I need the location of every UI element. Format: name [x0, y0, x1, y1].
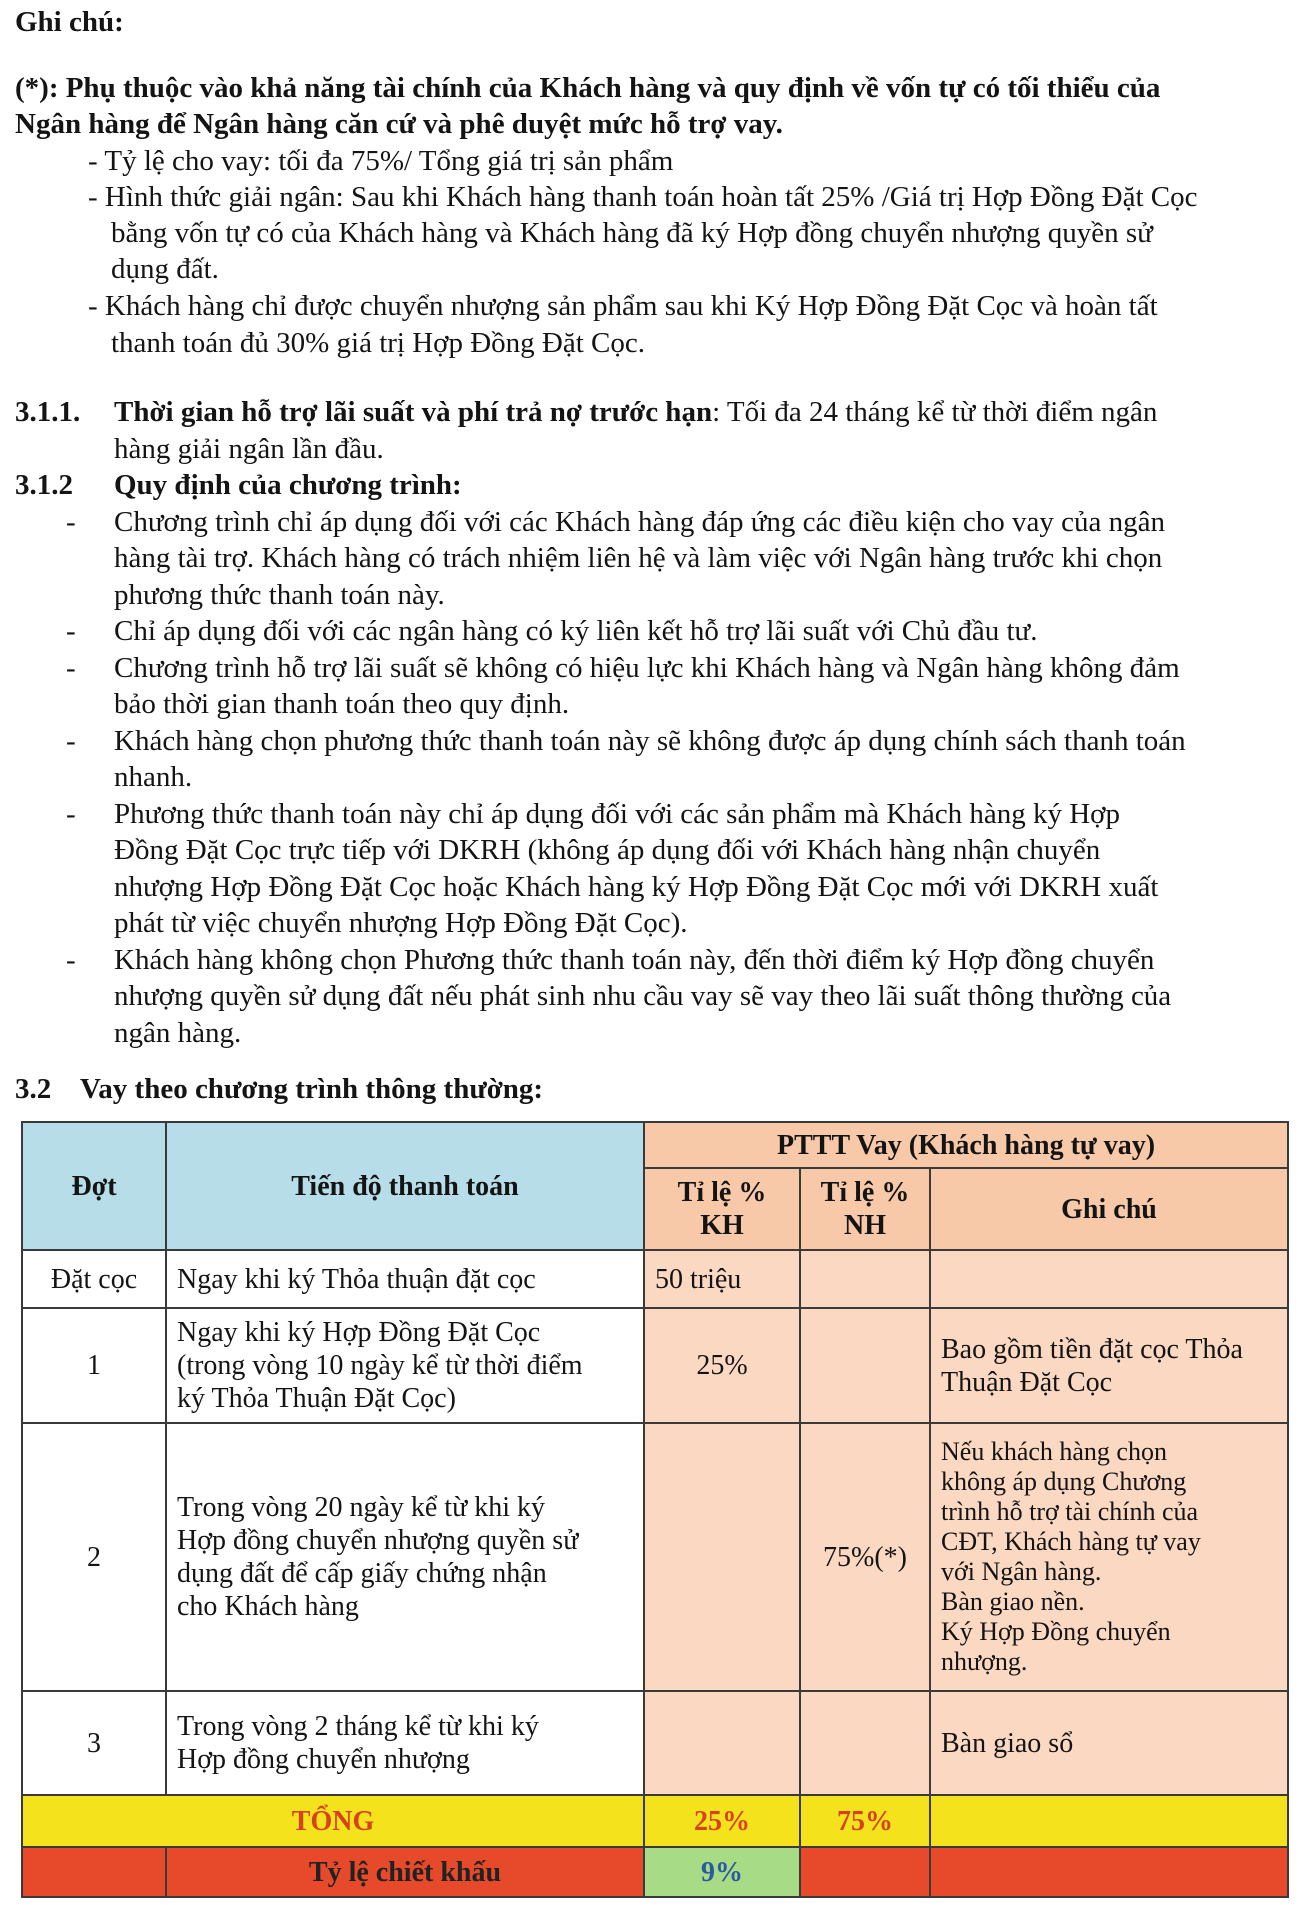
cell-line: trình hỗ trợ tài chính của — [941, 1497, 1199, 1526]
cell-line: Hợp đồng chuyển nhượng — [177, 1744, 470, 1775]
cell-line: Ngay khi ký Hợp Đồng Đặt Cọc — [177, 1317, 541, 1348]
discount-kh: 9% — [644, 1847, 800, 1897]
cell-tien-do: Ngay khi ký Thỏa thuận đặt cọc — [166, 1250, 644, 1308]
rule-line: Khách hàng không chọn Phương thức thanh toán này, đến thời điểm ký Hợp đồng chuyển — [114, 944, 1155, 976]
table-row — [22, 1691, 1288, 1795]
header-dot: Đợt — [22, 1122, 166, 1250]
section-312-title: Quy định của chương trình: — [114, 469, 462, 501]
header-nh-line-2: NH — [844, 1210, 886, 1241]
star-bullet-disbursement-cont: bằng vốn tự có của Khách hàng và Khách hàng đã ký Hợp đồng chuyển nhượng quyền sử — [111, 217, 1153, 249]
cell-nh — [800, 1308, 930, 1423]
header-kh — [644, 1168, 800, 1250]
cell-line: Bao gồm tiền đặt cọc Thỏa — [941, 1333, 1243, 1365]
section-32-title: Vay theo chương trình thông thường: — [80, 1073, 544, 1105]
rule-line: nhượng Hợp Đồng Đặt Cọc hoặc Khách hàng ký Hợp Đồng Đặt Cọc mới với DKRH xuất — [114, 871, 1159, 903]
cell-line: dụng đất để cấp giấy chứng nhận — [177, 1558, 547, 1589]
total-label: TỔNG — [22, 1795, 644, 1847]
rule-line: Phương thức thanh toán này chỉ áp dụng đối với các sản phẩm mà Khách hàng ký Hợp — [114, 798, 1121, 830]
cell-ghi-chu — [930, 1423, 1288, 1691]
cell-line: Thuận Đặt Cọc — [941, 1366, 1113, 1398]
cell-line: không áp dụng Chương — [941, 1467, 1187, 1496]
cell-nh — [800, 1250, 930, 1308]
section-311-bold: Thời gian hỗ trợ lãi suất và phí trả nợ trước hạn — [114, 396, 713, 428]
table-row — [22, 1423, 1288, 1691]
bullet-dash: - — [66, 506, 76, 538]
cell-ghi-chu: Bàn giao sổ — [930, 1691, 1288, 1795]
star-bullet-disbursement-cont: dụng đất. — [111, 253, 219, 285]
cell-line: nhượng. — [941, 1647, 1028, 1676]
bullet-dash: - — [66, 725, 76, 757]
cell-ghi-chu — [930, 1308, 1288, 1423]
cell-line: Trong vòng 2 tháng kể từ khi ký — [177, 1711, 539, 1742]
bullet-dash: - — [66, 798, 76, 830]
total-ghi-chu — [930, 1795, 1288, 1847]
section-311-line-2: hàng giải ngân lần đầu. — [114, 433, 384, 465]
cell-nh — [800, 1691, 930, 1795]
cell-kh: 50 triệu — [644, 1250, 800, 1308]
payment-schedule-table — [21, 1121, 1289, 1898]
section-311-rest: : Tối đa 24 tháng kể từ thời điểm ngân — [712, 396, 1158, 428]
cell-tien-do — [166, 1691, 644, 1795]
cell-line: ký Thỏa Thuận Đặt Cọc) — [177, 1383, 456, 1414]
cell-kh — [644, 1423, 800, 1691]
total-kh: 25% — [644, 1795, 800, 1847]
star-bullet-transfer-cont: thanh toán đủ 30% giá trị Hợp Đồng Đặt Cọc. — [111, 327, 646, 359]
cell-tien-do — [166, 1308, 644, 1423]
cell-line: với Ngân hàng. — [941, 1557, 1102, 1586]
rule-line: Đồng Đặt Cọc trực tiếp với DKRH (không áp dụng đối với Khách hàng nhận chuyển — [114, 834, 1101, 866]
header-tien-do: Tiến độ thanh toán — [166, 1122, 644, 1250]
bullet-dash: - — [66, 944, 76, 976]
star-note-line-1: (*): Phụ thuộc vào khả năng tài chính của Khách hàng và quy định về vốn tự có tối thiểu của — [15, 72, 1161, 104]
rule-line: phương thức thanh toán này. — [114, 579, 445, 611]
rule-line: ngân hàng. — [114, 1017, 242, 1049]
cell-dot: 3 — [22, 1691, 166, 1795]
cell-nh: 75%(*) — [800, 1423, 930, 1691]
discount-nh — [800, 1847, 930, 1897]
table-row — [22, 1250, 1288, 1308]
cell-line: Trong vòng 20 ngày kể từ khi ký — [177, 1492, 546, 1523]
section-number-311: 3.1.1. — [15, 396, 81, 428]
rule-line: bảo thời gian thanh toán theo quy định. — [114, 688, 570, 720]
cell-dot: 2 — [22, 1423, 166, 1691]
star-bullet-ratio: - Tỷ lệ cho vay: tối đa 75%/ Tổng giá trị sản phẩm — [88, 145, 674, 177]
rule-line: nhượng quyền sử dụng đất nếu phát sinh nhu cầu vay sẽ vay theo lãi suất thông thường của — [114, 980, 1172, 1012]
cell-line: Bàn giao nền. — [941, 1587, 1085, 1616]
rule-line: Khách hàng chọn phương thức thanh toán này sẽ không được áp dụng chính sách thanh toán — [114, 725, 1186, 757]
header-nh-line-1: Tỉ lệ % — [820, 1177, 910, 1208]
cell-dot: Đặt cọc — [22, 1250, 166, 1308]
cell-kh: 25% — [644, 1308, 800, 1423]
header-kh-line-1: Tỉ lệ % — [677, 1177, 767, 1208]
rule-line: Chương trình hỗ trợ lãi suất sẽ không có hiệu lực khi Khách hàng và Ngân hàng không đảm — [114, 652, 1180, 684]
cell-tien-do — [166, 1423, 644, 1691]
star-note-line-2: Ngân hàng để Ngân hàng căn cứ và phê duyệt mức hỗ trợ vay. — [15, 108, 783, 140]
cell-line: Hợp đồng chuyển nhượng quyền sử — [177, 1525, 579, 1556]
cell-line: cho Khách hàng — [177, 1591, 359, 1622]
rule-line: Chỉ áp dụng đối với các ngân hàng có ký liên kết hỗ trợ lãi suất với Chủ đầu tư. — [114, 615, 1038, 647]
discount-label: Tỷ lệ chiết khấu — [166, 1847, 644, 1897]
section-311-text — [114, 394, 1157, 430]
star-bullet-disbursement: - Hình thức giải ngân: Sau khi Khách hàng thanh toán hoàn tất 25% /Giá trị Hợp Đồng Đặt Cọc — [88, 181, 1198, 213]
section-number-312: 3.1.2 — [15, 469, 73, 501]
bullet-dash: - — [66, 652, 76, 684]
cell-dot: 1 — [22, 1308, 166, 1423]
rule-line: nhanh. — [114, 761, 193, 793]
bullet-dash: - — [66, 615, 76, 647]
notes-heading: Ghi chú: — [15, 6, 124, 38]
table-row — [22, 1308, 1288, 1423]
rule-line: hàng tài trợ. Khách hàng có trách nhiệm liên hệ và làm việc với Ngân hàng trước khi chọn — [114, 542, 1163, 574]
total-nh: 75% — [800, 1795, 930, 1847]
cell-line: Nếu khách hàng chọn — [941, 1437, 1167, 1466]
discount-row — [22, 1847, 1288, 1897]
section-number-32: 3.2 — [15, 1073, 52, 1105]
rule-line: phát từ việc chuyển nhượng Hợp Đồng Đặt Cọc). — [114, 907, 688, 939]
cell-kh — [644, 1691, 800, 1795]
discount-ghi-chu — [930, 1847, 1288, 1897]
header-pttt-vay: PTTT Vay (Khách hàng tự vay) — [644, 1122, 1288, 1168]
cell-line: CĐT, Khách hàng tự vay — [941, 1527, 1201, 1556]
star-bullet-transfer: - Khách hàng chỉ được chuyển nhượng sản phẩm sau khi Ký Hợp Đồng Đặt Cọc và hoàn tất — [88, 290, 1158, 322]
header-kh-line-2: KH — [700, 1210, 744, 1241]
rule-line: Chương trình chỉ áp dụng đối với các Khách hàng đáp ứng các điều kiện cho vay của ngân — [114, 506, 1166, 538]
cell-ghi-chu — [930, 1250, 1288, 1308]
header-ghi-chu: Ghi chú — [930, 1168, 1288, 1250]
discount-blank — [22, 1847, 166, 1897]
total-row — [22, 1795, 1288, 1847]
cell-line: (trong vòng 10 ngày kể từ thời điểm — [177, 1350, 583, 1381]
header-nh — [800, 1168, 930, 1250]
cell-line: Ký Hợp Đồng chuyển — [941, 1617, 1171, 1646]
